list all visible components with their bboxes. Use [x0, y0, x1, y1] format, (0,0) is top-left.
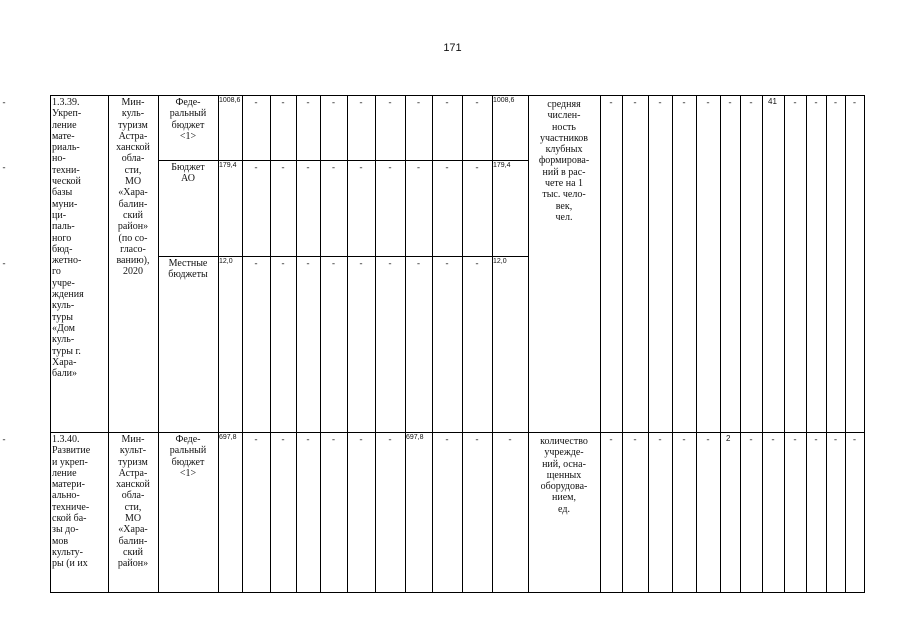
table-vline: [845, 95, 846, 593]
funding-source-line: ральный: [169, 108, 207, 120]
funding-source-line: Феде-: [175, 97, 201, 108]
funding-total: 697,8: [219, 434, 237, 441]
table-hline: [158, 256, 529, 257]
item-name-line: ного: [52, 232, 72, 244]
indicator-cell: -: [633, 97, 637, 107]
table-vline: [375, 95, 376, 593]
item-executor-line: район»: [117, 221, 149, 233]
item-name-line: Хара-: [52, 356, 77, 368]
funding-cell: -: [508, 434, 512, 444]
indicator-name-line: щенных: [546, 469, 582, 481]
item-name-line: ци-: [52, 209, 67, 221]
item-executor-line: сти,: [124, 501, 142, 513]
indicator-cell: -: [706, 97, 710, 107]
funding-cell: -: [254, 162, 258, 172]
indicator-cell: -: [609, 434, 613, 444]
table-vline: [462, 95, 463, 593]
table-vline: [320, 95, 321, 593]
indicator-name-line: оборудова-: [540, 481, 588, 493]
indicator-cell: -: [793, 97, 797, 107]
indicator-name-line: чел.: [555, 211, 573, 223]
funding-source-line: <1>: [179, 467, 197, 479]
funding-source-line: <1>: [179, 130, 197, 142]
indicator-name-line: числен-: [547, 110, 581, 122]
item-name-line: «Дом: [52, 322, 75, 334]
funding-cell: -: [359, 97, 363, 107]
item-name-line: ждения: [52, 289, 84, 301]
item-name-line: но-: [52, 153, 66, 165]
indicator-cell: -: [853, 97, 856, 107]
table-vline: [528, 95, 529, 593]
indicator-name: [530, 99, 598, 223]
funding-cell: -: [332, 258, 335, 268]
item-name-line: куль-: [52, 334, 75, 346]
indicator-cell: -: [834, 97, 837, 107]
item-name-line: ры (и их: [52, 558, 88, 570]
item-name-line: ально-: [52, 490, 80, 502]
item-executor-line: ханской: [116, 479, 150, 491]
table-vline: [784, 95, 785, 593]
indicator-name-line: чете на 1: [544, 178, 584, 190]
indicator-name-line: ний, осна-: [542, 458, 586, 470]
table-hline: [50, 592, 865, 593]
table-vline: [270, 95, 271, 593]
item-executor-line: ханской: [116, 142, 150, 154]
funding-year-value: 1008,6: [493, 97, 515, 104]
item-name-line: муни-: [52, 198, 78, 210]
table-hline: [158, 160, 529, 161]
item-name: [52, 434, 107, 570]
item-name-line: ление: [52, 467, 77, 479]
funding-source: [159, 97, 217, 142]
funding-cell: -: [359, 258, 363, 268]
funding-cell: -: [2, 258, 6, 268]
funding-cell: -: [417, 258, 420, 268]
table-vline: [696, 95, 697, 593]
indicator-cell: -: [682, 97, 686, 107]
table-vline: [672, 95, 673, 593]
item-executor: [109, 434, 157, 570]
table-vline: [600, 95, 601, 593]
funding-cell: -: [445, 97, 449, 107]
indicator-name-line: ед.: [558, 503, 570, 515]
item-name-line: бали»: [52, 368, 77, 380]
item-name-line: паль-: [52, 221, 75, 233]
table-vline: [622, 95, 623, 593]
item-executor-line: ванию),: [116, 255, 150, 267]
funding-cell: -: [388, 434, 392, 444]
funding-source-line: Феде-: [175, 434, 201, 445]
funding-source: [159, 162, 217, 185]
table-vline: [648, 95, 649, 593]
indicator-cell: -: [706, 434, 710, 444]
indicator-name-line: век,: [555, 200, 573, 212]
funding-cell: -: [281, 162, 285, 172]
table-hline: [50, 95, 865, 96]
funding-cell: -: [417, 162, 420, 172]
funding-cell: -: [281, 258, 285, 268]
indicator-value: 41: [768, 97, 777, 106]
indicator-name: [530, 436, 598, 515]
funding-cell: -: [332, 162, 335, 172]
table-vline: [50, 95, 51, 593]
item-name-line: техниче-: [52, 501, 90, 513]
page-number: 171: [443, 42, 462, 54]
item-executor-line: культ-: [119, 445, 147, 457]
item-executor-line: Астра-: [118, 467, 148, 479]
table-vline: [720, 95, 721, 593]
item-executor-line: «Хара-: [118, 187, 148, 199]
indicator-value: 2: [726, 434, 731, 443]
funding-cell: -: [417, 97, 420, 107]
item-name-line: и укреп-: [52, 456, 88, 468]
table-vline: [762, 95, 763, 593]
funding-cell: -: [332, 97, 335, 107]
indicator-name-line: учрежде-: [544, 447, 584, 459]
item-executor-line: Мин-: [121, 97, 145, 108]
indicator-cell: -: [658, 97, 662, 107]
item-name-line: 1.3.39.: [52, 97, 80, 108]
funding-cell: -: [445, 434, 449, 444]
funding-total: 12,0: [219, 258, 233, 265]
funding-cell: -: [281, 434, 285, 444]
funding-cell: -: [475, 97, 479, 107]
funding-cell: -: [445, 258, 449, 268]
item-executor-line: обла-: [121, 490, 145, 502]
item-name-line: базы: [52, 187, 73, 199]
funding-cell: -: [388, 162, 392, 172]
indicator-cell: -: [814, 97, 818, 107]
item-executor-line: обла-: [121, 153, 145, 165]
indicator-cell: -: [633, 434, 637, 444]
funding-cell: -: [306, 162, 310, 172]
funding-source-line: АО: [181, 173, 195, 185]
funding-year-value: 12,0: [493, 258, 507, 265]
funding-source: [159, 258, 217, 281]
table-vline: [864, 95, 865, 593]
item-executor-line: гласо-: [120, 243, 146, 255]
item-name-line: туры г.: [52, 345, 81, 357]
item-name: [52, 97, 107, 379]
indicator-cell: -: [771, 434, 775, 444]
funding-cell: -: [254, 258, 258, 268]
item-executor-line: (по со-: [118, 232, 148, 244]
item-name-line: го: [52, 266, 61, 278]
funding-year-value: 179,4: [493, 162, 511, 169]
item-executor: [109, 97, 157, 278]
item-name-line: техни-: [52, 164, 80, 176]
item-executor-line: ский: [123, 209, 143, 221]
funding-source-line: бюджет: [171, 456, 205, 468]
item-name-line: туры: [52, 311, 73, 323]
item-name-line: куль-: [52, 300, 75, 312]
funding-cell: -: [359, 434, 363, 444]
indicator-cell: -: [728, 97, 732, 107]
funding-cell: -: [2, 97, 6, 107]
indicator-cell: -: [658, 434, 662, 444]
item-executor-line: 2020: [123, 266, 143, 278]
funding-cell: -: [306, 434, 310, 444]
funding-source-line: Бюджет: [171, 162, 205, 173]
item-executor-line: Мин-: [121, 434, 145, 445]
indicator-name-line: ность: [552, 121, 576, 133]
item-executor-line: балин-: [118, 535, 148, 547]
indicator-cell: -: [814, 434, 818, 444]
table-vline: [347, 95, 348, 593]
funding-cell: -: [445, 162, 449, 172]
funding-cell: -: [475, 162, 479, 172]
item-name-line: матери-: [52, 479, 85, 491]
table-hline: [50, 432, 865, 433]
indicator-cell: -: [682, 434, 686, 444]
funding-source: [159, 434, 217, 479]
funding-source-line: Местные: [168, 258, 208, 269]
indicator-name-line: формирова-: [538, 155, 590, 167]
funding-cell: -: [306, 97, 310, 107]
item-name-line: жетно-: [52, 255, 82, 267]
funding-cell: -: [2, 162, 6, 172]
indicator-name-line: клубных: [545, 144, 583, 156]
item-executor-line: район»: [117, 558, 149, 570]
indicator-name-line: нием,: [552, 492, 576, 504]
indicator-name-line: тыс. чело-: [542, 189, 586, 201]
funding-cell: -: [475, 434, 479, 444]
table-vline: [405, 95, 406, 593]
funding-source-line: ральный: [169, 445, 207, 457]
item-executor-line: Астра-: [118, 130, 148, 142]
indicator-cell: -: [749, 434, 753, 444]
item-name-line: риаль-: [52, 142, 80, 154]
table-vline: [806, 95, 807, 593]
indicator-cell: -: [834, 434, 837, 444]
item-executor-line: туризм: [118, 119, 148, 131]
item-name-line: бюд-: [52, 243, 73, 255]
funding-cell: -: [388, 97, 392, 107]
funding-cell: -: [2, 434, 6, 444]
item-executor-line: МО: [124, 513, 142, 525]
item-name-line: ление: [52, 119, 77, 131]
indicator-cell: -: [853, 434, 856, 444]
item-executor-line: МО: [124, 176, 142, 188]
table-vline: [242, 95, 243, 593]
item-name-line: 1.3.40.: [52, 434, 80, 445]
item-name-line: ческой: [52, 176, 81, 188]
item-name-line: мов: [52, 535, 69, 547]
indicator-name-line: участников: [539, 132, 589, 144]
funding-cell: -: [475, 258, 479, 268]
item-executor-line: куль-: [121, 108, 145, 120]
funding-source-line: бюджет: [171, 119, 205, 131]
funding-source-line: бюджеты: [168, 269, 208, 281]
funding-cell: -: [332, 434, 335, 444]
table-vline: [740, 95, 741, 593]
item-executor-line: сти,: [124, 164, 142, 176]
indicator-cell: -: [609, 97, 613, 107]
item-executor-line: балин-: [118, 198, 148, 210]
indicator-cell: -: [749, 97, 753, 107]
table-vline: [432, 95, 433, 593]
funding-cell: -: [359, 162, 363, 172]
item-name-line: Укреп-: [52, 108, 82, 120]
funding-year-value: 697,8: [406, 434, 424, 441]
funding-cell: -: [281, 97, 285, 107]
item-name-line: ской ба-: [52, 513, 87, 525]
funding-total: 179,4: [219, 162, 237, 169]
indicator-cell: -: [793, 434, 797, 444]
funding-cell: -: [388, 258, 392, 268]
item-executor-line: ский: [123, 546, 143, 558]
indicator-name-line: средняя: [547, 99, 581, 110]
table-vline: [826, 95, 827, 593]
indicator-name-line: ний в рас-: [542, 166, 586, 178]
funding-cell: -: [306, 258, 310, 268]
item-name-line: зы до-: [52, 524, 79, 536]
item-name-line: культу-: [52, 546, 84, 558]
item-name-line: учре-: [52, 277, 75, 289]
funding-cell: -: [254, 434, 258, 444]
item-executor-line: туризм: [118, 456, 148, 468]
table-vline: [296, 95, 297, 593]
funding-total: 1008,6: [219, 97, 241, 104]
item-name-line: мате-: [52, 130, 75, 142]
item-name-line: Развитие: [52, 445, 91, 457]
item-executor-line: «Хара-: [118, 524, 148, 536]
indicator-name-line: количество: [540, 436, 588, 447]
funding-cell: -: [254, 97, 258, 107]
